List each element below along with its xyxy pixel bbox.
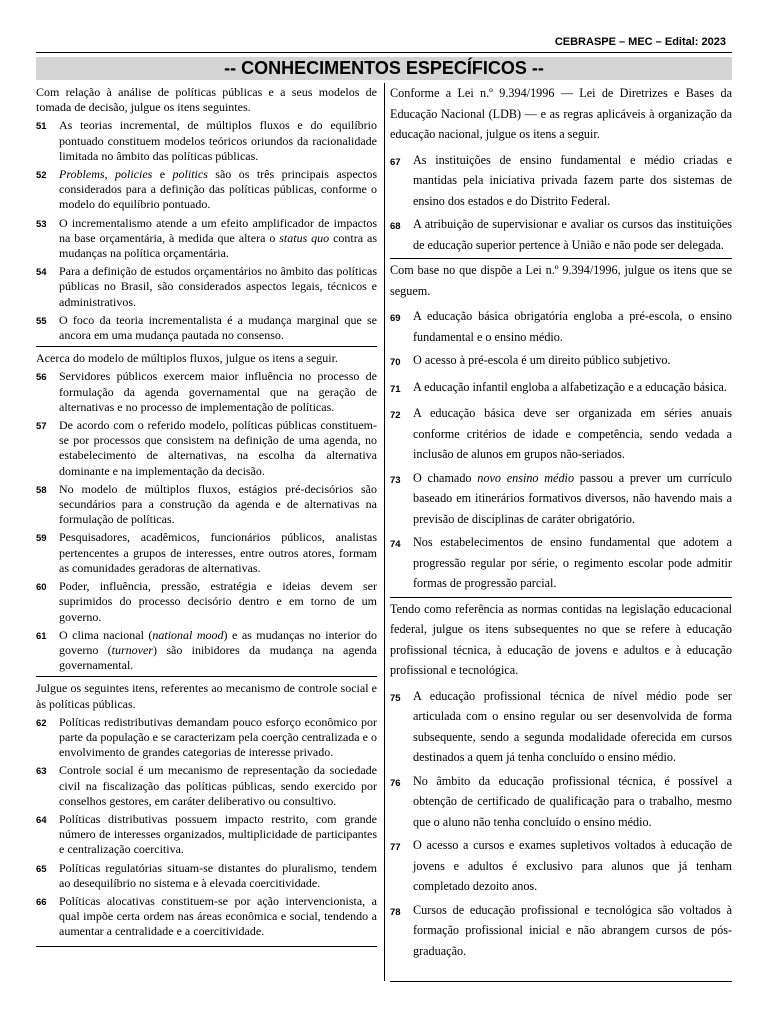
question-item [390,771,732,833]
question-item [390,686,732,768]
item-text: No modelo de múltiplos fluxos, estágios pré-decisórios são secundários para a construção da agenda e de alternativas na formulação de políticas. [59,481,377,527]
question-item [390,403,732,465]
question-item [36,167,377,213]
item-number: 63 [36,766,47,778]
question-item [390,350,732,374]
item-number: 70 [390,357,401,368]
question-item [36,763,377,809]
question-item [36,812,377,858]
item-number: 57 [36,421,47,433]
item-text: O acesso a cursos e exames supletivos voltados à educação de jovens e adultos é exclusivo para alunos que já tenham completado dezoito anos. [413,838,732,893]
question-item [36,579,377,625]
block-intro: Julgue os seguintes itens, referentes ao mecanismo de controle social e às políticas públicas. [36,681,377,711]
item-text: No âmbito da educação profissional técnica, é possível a obtenção de certificado de qualificação para o trabalho, mesmo que o aluno não tenha concluído o ensino médio. [413,773,732,829]
item-text: O acesso à pré-escola é um direito público subjetivo. [413,353,671,367]
item-number: 74 [390,539,401,550]
item-text: O clima nacional (national mood) e as mudanças no interior do governo (turnover) são inibidores da mudança na agenda governamental. [59,627,378,673]
item-number: 73 [390,474,401,486]
item-text: Políticas distributivas possuem impacto restrito, com grande número de interesses organizados, multiplicidade de participantes e centralização coercitiva. [59,811,377,857]
item-number: 56 [36,372,47,384]
item-text: A educação infantil engloba a alfabetização e a educação básica. [413,379,727,394]
question-block [36,346,377,673]
item-number: 64 [36,814,47,826]
question-item [36,894,377,940]
item-text: De acordo com o referido modelo, políticas públicas constituem-se por processos que consistem na definição de uma agenda, no estabelecimento de alternativas, na escolha da alternativa dominante e na implementação da decisão. [59,418,377,478]
item-number: 58 [36,484,47,496]
block-intro: Conforme a Lei n.º 9.394/1996 — Lei de Diretrizes e Bases da Educação Nacional (LDB) — e as regras aplicáveis à organização da educação nacional, julgue os itens a seguir. [390,86,732,141]
left-column [36,83,377,950]
section-title: -- CONHECIMENTOS ESPECÍFICOS -- [36,57,732,80]
item-text: A educação básica deve ser organizada em séries anuais conforme critérios de idade e competência, sendo vedada a inclusão de alunos em grupos não-seriados. [413,406,732,461]
question-item [390,306,732,347]
top-rule [36,52,732,53]
item-number: 68 [390,221,401,232]
exam-header: CEBRASPE – MEC – Edital: 2023 [554,36,726,48]
item-number: 76 [390,777,401,789]
question-block [36,676,377,946]
question-item [36,482,377,528]
item-number: 51 [36,121,47,133]
item-text: Poder, influência, pressão, estratégia e ideias devem ser suprimidos do processo decisório dentro e em torno de um governo. [59,579,377,624]
bottom-rule [390,981,732,982]
item-text: Políticas alocativas constituem-se por ação intervencionista, a qual impõe certa ordem nas áreas econômica e social, tendendo a aumentar a centralidade e a coercitividade. [59,893,377,939]
item-text: Para a definição de estudos orçamentários no âmbito das políticas públicas no Brasil, são considerados aspectos legais, técnicos e administrativos. [59,264,377,309]
item-number: 59 [36,533,47,545]
item-number: 67 [390,156,401,168]
item-number: 66 [36,896,47,908]
question-item [36,369,377,415]
question-item [36,118,377,164]
item-text: Cursos de educação profissional e tecnológica são voltados à formação profissional inicial e não abrangem cursos de pós-graduação. [413,902,732,958]
question-item [36,715,377,761]
item-text: Nos estabelecimentos de ensino fundamental que adotem a progressão regular por série, o regimento escolar pode admitir formas de progressão parcial. [413,535,732,590]
block-intro: Acerca do modelo de múltiplos fluxos, julgue os itens a seguir. [36,351,338,366]
column-divider [384,83,385,981]
item-text: As instituições de ensino fundamental e médio criadas e mantidas pela iniciativa privada fazem parte dos sistemas de ensino dos estados e do Distrito Federal. [413,152,732,208]
item-text: A educação profissional técnica de nível médio pode ser articulada com o ensino regular ou ser desenvolvida de forma subsequente, sendo a segunda modalidade oferecida em cursos destinados a quem já tenha concluído o ensino médio. [413,688,732,764]
item-number: 71 [390,383,401,395]
item-text: A educação básica obrigatória engloba a pré-escola, o ensino fundamental e o ensino médio. [413,309,732,344]
item-text: Políticas regulatórias situam-se distantes do pluralismo, tendem ao desequilíbrio no sistema e à elevada coercitividade. [59,860,377,890]
item-text: Políticas redistributivas demandam pouco esforço econômico por parte da população e se caracterizam pela coerção centralizada e o envolvimento de grandes categorias de interesse privado. [59,714,377,760]
question-item [390,214,732,255]
question-item [36,313,377,343]
question-block [390,258,732,594]
question-item [390,150,732,212]
item-number: 55 [36,315,47,327]
item-number: 77 [390,842,401,853]
item-text: Problems, policies e politics são os três principais aspectos considerados para a definição das políticas públicas, conforme o modelo do equilíbrio pontuado. [59,167,378,212]
item-number: 69 [390,313,401,324]
question-block [390,83,732,255]
question-item [390,468,732,530]
question-item [36,216,377,262]
question-item [36,418,377,479]
question-item [36,628,377,674]
block-intro: Com relação à análise de políticas públicas e a seus modelos de tomada de decisão, julgue os itens seguintes. [36,85,377,115]
item-text: O chamado novo ensino médio passou a prever um currículo baseado em itinerários formativos diversos, não havendo mais a previsão de disciplinas de caráter obrigatório. [413,470,732,526]
item-number: 78 [390,906,401,918]
item-text: As teorias incremental, de múltiplos fluxos e do equilíbrio pontuado constituem modelos teóricos oriundos da racionalidade limitada no âmbito das políticas públicas. [59,118,377,163]
question-item [390,532,732,594]
item-number: 60 [36,582,47,594]
item-text: A atribuição de supervisionar e avaliar os cursos das instituições de educação superior pertence à União e não pode ser delegada. [413,217,732,252]
question-item [36,530,377,576]
item-number: 65 [36,863,47,875]
question-item [36,861,377,891]
item-text: O incrementalismo atende a um efeito amplificador de impactos na base orçamentária, à medida que altera o status quo contra as mudanças na política orçamentária. [59,215,378,261]
question-block [390,597,732,962]
question-item [36,264,377,310]
block-intro: Tendo como referência as normas contidas na legislação educacional federal, julgue os itens subsequentes no que se refere à educação profissional técnica, à educação de jovens e adultos e à educação profissional e tecnológica. [390,601,732,677]
item-number: 54 [36,267,47,279]
item-text: Controle social é um mecanismo de representação da sociedade civil na fiscalização das políticas públicas, sendo exercido por conselhos gestores, em caráter deliberativo ou consultivo. [59,763,377,808]
question-block [36,85,377,343]
block-intro: Com base no que dispõe a Lei n.º 9.394/1996, julgue os itens que se seguem. [390,263,732,298]
item-number: 52 [36,170,47,182]
item-number: 72 [390,410,401,421]
item-text: O foco da teoria incrementalista é a mudança marginal que se ancora em uma mudança pautada no consenso. [59,312,377,343]
question-item [390,377,732,401]
question-item [390,900,732,962]
item-number: 75 [390,692,401,704]
item-number: 53 [36,218,47,230]
question-item [390,835,732,897]
item-text: Servidores públicos exercem maior influência no processo de formulação da agenda governamental que na geração de alternativas e no processo de implementação de políticas. [59,369,377,414]
right-column [390,83,732,964]
item-number: 61 [36,630,47,642]
item-number: 62 [36,717,47,729]
item-text: Pesquisadores, acadêmicos, funcionários públicos, analistas pertencentes a grupos de interesses, entre outros atores, formam as comunidades geradoras de alternativas. [59,530,377,575]
